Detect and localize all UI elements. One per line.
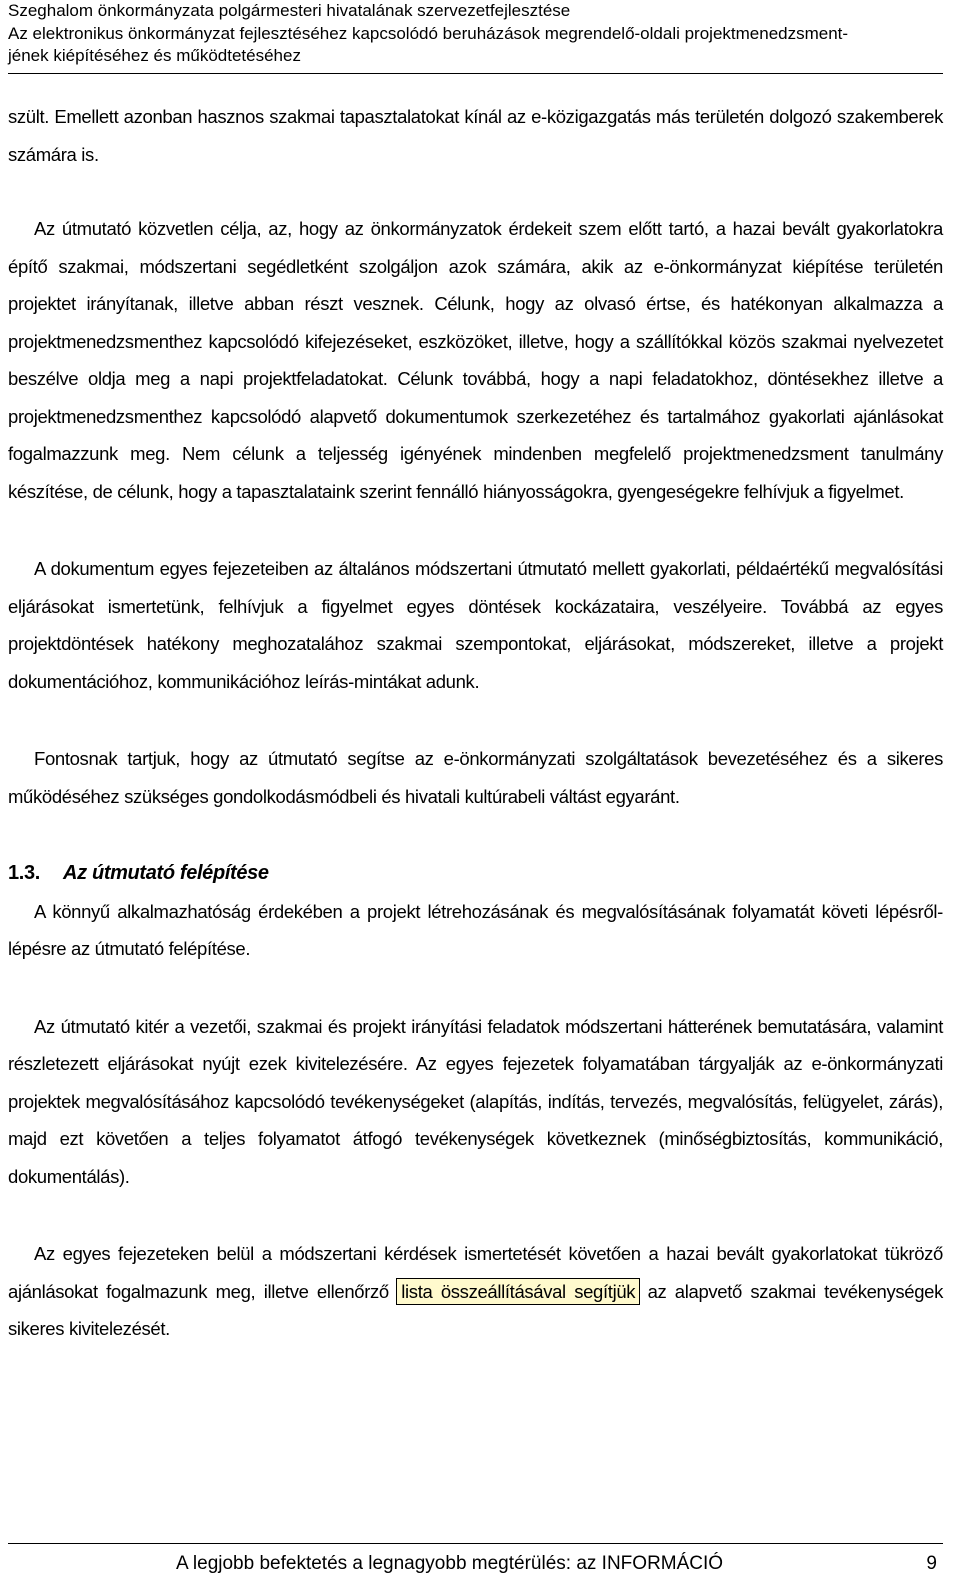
paragraph-2: Az útmutató közvetlen célja, az, hogy az önkormányzatok érdekeit szem előtt tartó, a hazai bevált gyakorlatokra építő szakmai, módszertani segédletként szolgáljon azok számára, akik az e-önkormányzat kiépítése területén projektet irányítanak, illetve abban részt vesznek. Célunk, hogy az olvasó értse, és hatékonyan alkalmazza a projektmenedzsmenthez kapcsolódó kifejezéseket, eszközöket, illetve, hogy a szállítókkal közös szakmai nyelvezetet beszélve oldja meg a napi projektfeladatokat. Célunk továbbá, hogy a napi feladatokhoz, döntésekhez illetve a projektmenedzsmenthez kapcsolódó alapvető dokumentumok szerkezetéhez és tartalmához gyakorlati ajánlásokat fogalmazzunk meg. Nem célunk a teljesség igényének mindenben megfelelő projektmenedzsment tanulmány készítése, de célunk, hogy a tapasztalataink szerint fennálló hiányosságokra, gyengeségekre felhívjuk a figyelmet. — [8, 218, 943, 502]
footer-text: A legjobb befektetés a legnagyobb megtérülés: az INFORMÁCIÓ — [176, 1553, 724, 1574]
page-footer — [8, 1543, 943, 1574]
page-header — [8, 0, 943, 74]
highlighted-text: lista összeállításával segítjük — [397, 1279, 639, 1304]
document-body — [8, 98, 943, 1348]
paragraph-1: szült. Emellett azonban hasznos szakmai tapasztalatokat kínál az e-közigazgatás más területén dolgozó szakemberek számára is. — [8, 106, 943, 165]
section-number: 1.3. — [8, 862, 40, 884]
paragraph-7 — [8, 1235, 943, 1348]
paragraph-6: Az útmutató kitér a vezetői, szakmai és projekt irányítási feladatok módszertani hátterének bemutatására, valamint részletezett eljárásokat nyújt ezek kivitelezésére. Az egyes fejezetek folyamatában tárgyalják az e-önkormányzati projektek megvalósításához kapcsolódó tevékenységeket (alapítás, indítás, tervezés, megvalósítás, felügyelet, zárás), majd ezt követően a teljes folyamatot átfogó tevékenységek következnek (minőségbiztosítás, kommunikáció, dokumentálás). — [8, 1015, 943, 1187]
paragraph-7-after: az alapvető szakmai tevékenységek sikeres kivitelezését. — [8, 1280, 944, 1339]
section-heading — [8, 855, 943, 893]
paragraph-5: A könnyű alkalmazhatóság érdekében a projekt létrehozásának és megvalósításának folyamatát követi lépésről-lépésre az útmutató felépítése. — [8, 900, 943, 959]
paragraph-4: Fontosnak tartjuk, hogy az útmutató segítse az e-önkormányzati szolgáltatások bevezetéséhez és a sikeres működéséhez szükséges gondolkodásmódbeli és hivatali kultúrabeli váltást egyaránt. — [8, 748, 943, 807]
header-line-1: Szeghalom önkormányzata polgármesteri hivatalának szervezetfejlesztése — [8, 1, 571, 20]
paragraph-3: A dokumentum egyes fejezeteiben az általános módszertani útmutató mellett gyakorlati, példaértékű megvalósítási eljárásokat ismertetünk, felhívjuk a figyelmet egyes döntések kockázataira, veszélyeire. Továbbá az egyes projektdöntések hatékony meghozatalához szakmai szempontokat, eljárásokat, módszereket, illetve a projekt dokumentációhoz, kommunikációhoz leírás-mintákat adunk. — [8, 558, 943, 692]
header-line-2: Az elektronikus önkormányzat fejlesztéséhez kapcsolódó beruházások megrendelő-oldali projektmenedzsment- — [8, 23, 849, 43]
paragraph-7-before: Az egyes fejezeteken belül a módszertani kérdések ismertetését követően a hazai bevált gyakorlatokat tükröző ajánlásokat fogalmazunk meg, illetve ellenőrző — [8, 1243, 943, 1302]
page-number: 9 — [926, 1553, 937, 1574]
section-title: Az útmutató felépítése — [63, 862, 269, 884]
header-line-3: jének kiépítéséhez és működtetéséhez — [8, 46, 301, 65]
